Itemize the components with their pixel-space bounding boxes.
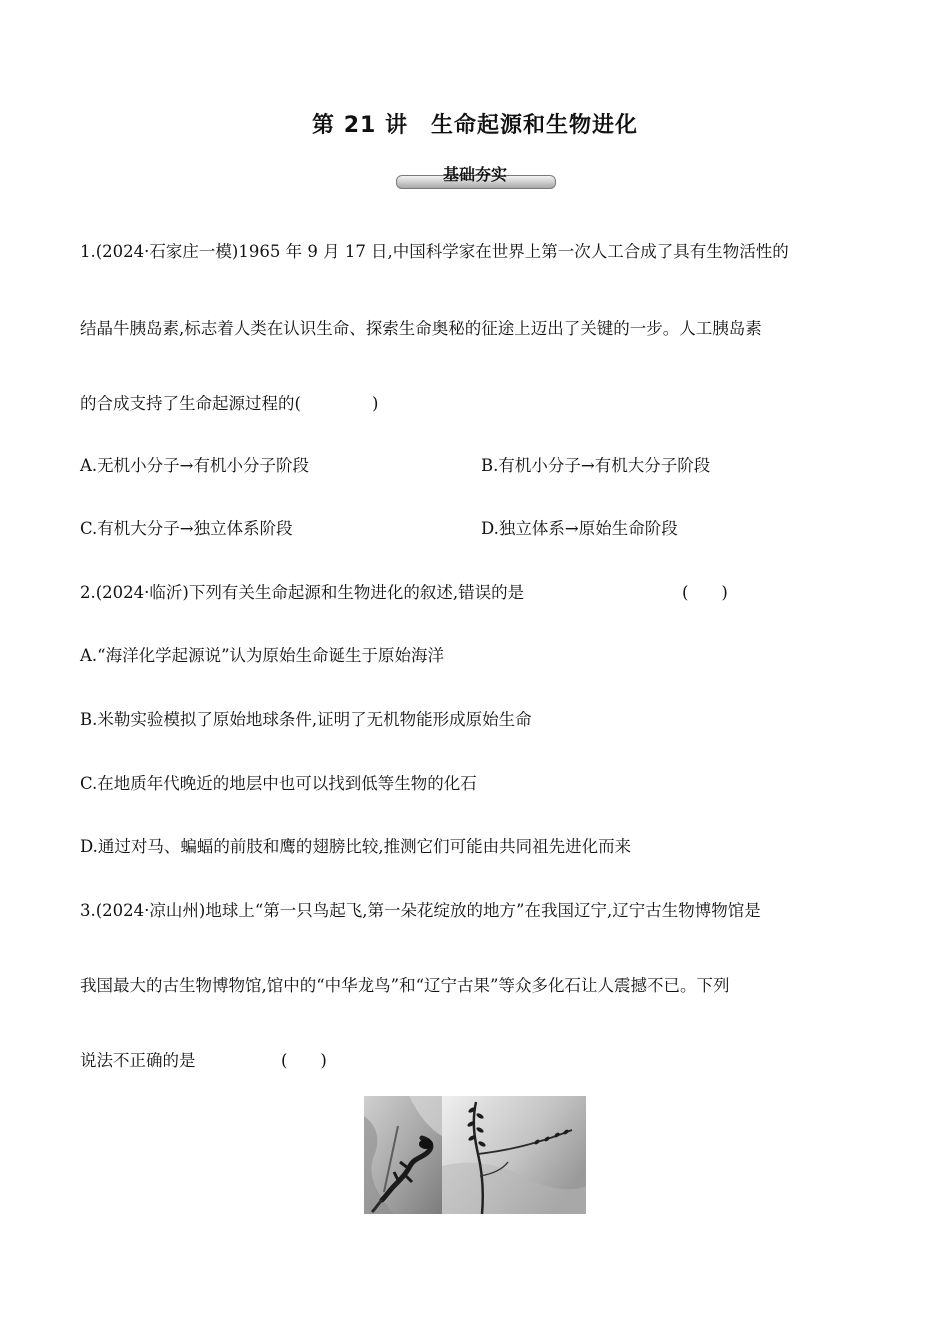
question-3-line-3: 说法不正确的是 [80, 1051, 196, 1070]
question-2-option-d: D.通过对马、蝙蝠的前肢和鹰的翅膀比较,推测它们可能由共同祖先进化而来 [80, 837, 632, 856]
page-title: 第 21 讲 生命起源和生物进化 [312, 113, 638, 138]
fossil-photos [364, 1096, 586, 1214]
sinosauropteryx-fossil-image [364, 1096, 442, 1214]
question-1-answer-paren: ) [372, 394, 379, 413]
question-1-option-b: B.有机小分子→有机大分子阶段 [481, 456, 711, 475]
question-1-option-d: D.独立体系→原始生命阶段 [481, 519, 678, 538]
question-2-option-c: C.在地质年代晚近的地层中也可以找到低等生物的化石 [80, 774, 477, 793]
question-3-line-1: 3.(2024·凉山州)地球上“第一只鸟起飞,第一朵花绽放的地方”在我国辽宁,辽宁古生物博物馆是 [80, 901, 761, 920]
section-banner-label: 基础夯实 [442, 165, 507, 184]
question-1-option-c: C.有机大分子→独立体系阶段 [80, 519, 293, 538]
question-2-option-a: A.“海洋化学起源说”认为原始生命诞生于原始海洋 [80, 646, 445, 665]
question-3-answer-paren: ( ) [281, 1051, 327, 1070]
archaefructus-fossil-image [442, 1096, 586, 1214]
section-banner [396, 160, 554, 194]
question-1-option-a: A.无机小分子→有机小分子阶段 [80, 456, 309, 475]
question-2-line-1: 2.(2024·临沂)下列有关生命起源和生物进化的叙述,错误的是 [80, 583, 525, 602]
question-2-option-b: B.米勒实验模拟了原始地球条件,证明了无机物能形成原始生命 [80, 710, 532, 729]
question-3-line-2: 我国最大的古生物博物馆,馆中的“中华龙鸟”和“辽宁古果”等众多化石让人震撼不已。下列 [80, 976, 730, 995]
question-1-line-3: 的合成支持了生命起源过程的( [80, 394, 301, 413]
question-1-line-2: 结晶牛胰岛素,标志着人类在认识生命、探索生命奥秘的征途上迈出了关键的一步。人工胰岛素 [80, 319, 762, 338]
question-2-answer-paren: ( ) [682, 583, 728, 602]
question-1-line-1: 1.(2024·石家庄一模)1965 年 9 月 17 日,中国科学家在世界上第一次人工合成了具有生物活性的 [80, 242, 789, 261]
